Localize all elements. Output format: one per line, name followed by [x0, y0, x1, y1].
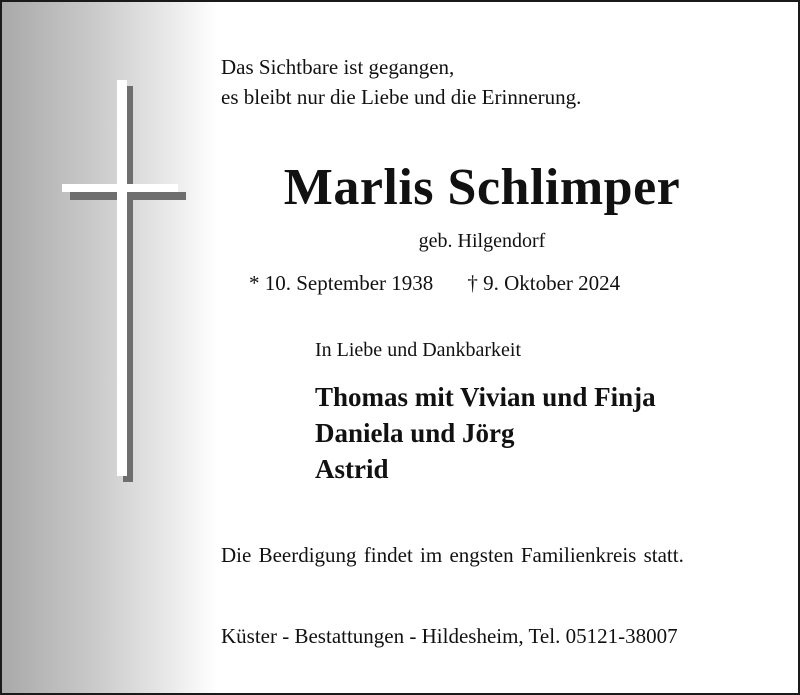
mourner-name: Daniela und Jörg: [315, 418, 515, 448]
undertaker-info: Küster - Bestattungen - Hildesheim, Tel. 05121-38007: [221, 624, 678, 648]
life-dates: [249, 271, 620, 296]
motto-line: es bleibt nur die Liebe und die Erinnerung.: [221, 85, 582, 109]
death-date: † 9. Oktober 2024: [467, 271, 621, 295]
birth-date: * 10. September 1938: [249, 271, 434, 295]
motto-line: Das Sichtbare ist gegangen,: [221, 55, 455, 79]
birth-name: geb. Hilgendorf: [418, 230, 546, 252]
motto: [221, 52, 581, 112]
mourners-intro: In Liebe und Dankbarkeit: [315, 339, 522, 361]
mourner-name: Thomas mit Vivian und Finja: [315, 382, 656, 412]
mourner-name: Astrid: [315, 454, 389, 484]
cross-icon: [2, 2, 212, 695]
deceased-name: Marlis Schlimper: [283, 159, 681, 216]
mourners-list: [315, 379, 656, 487]
funeral-note: Die Beerdigung findet im engsten Familienkreis statt.: [221, 543, 684, 567]
